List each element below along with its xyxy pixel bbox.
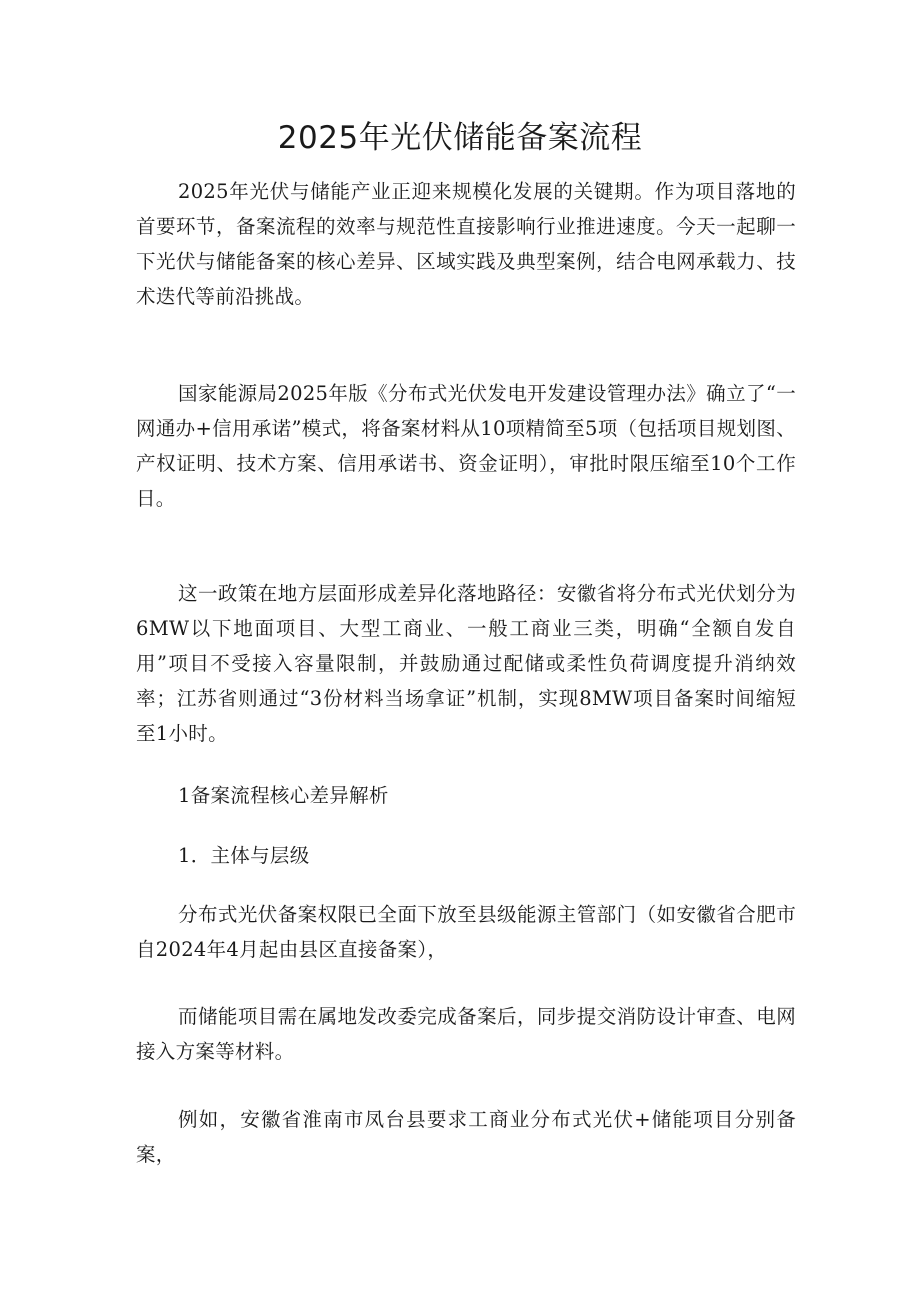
paragraph-authority: 分布式光伏备案权限已全面下放至县级能源主管部门（如安徽省合肥市自2024年4月起由县区直接备案）， [136,903,796,961]
paragraph-policy: 国家能源局2025年版《分布式光伏发电开发建设管理办法》确立了“一网通办+信用承诺”模式，将备案材料从10项精简至5项（包括项目规划图、产权证明、技术方案、信用承诺书、资金证明），审批时限压缩至10个工作日。 [136,382,796,510]
subsection-heading: 1．主体与层级 [178,844,310,867]
section-heading: 1备案流程核心差异解析 [178,784,389,807]
paragraph-example: 例如，安徽省淮南市凤台县要求工商业分布式光伏+储能项目分别备案， [136,1108,796,1166]
paragraph-intro: 2025年光伏与储能产业正迎来规模化发展的关键期。作为项目落地的首要环节，备案流程的效率与规范性直接影响行业推进速度。今天一起聊一下光伏与储能备案的核心差异、区域实践及典型案例，结合电网承载力、技术迭代等前沿挑战。 [136,180,796,308]
paragraph-storage: 而储能项目需在属地发改委完成备案后，同步提交消防设计审查、电网接入方案等材料。 [136,1005,796,1063]
document-title: 2025年光伏储能备案流程 [277,120,643,156]
paragraph-regional: 这一政策在地方层面形成差异化落地路径：安徽省将分布式光伏划分为6MW以下地面项目、大型工商业、一般工商业三类，明确“全额自发自用”项目不受接入容量限制，并鼓励通过配储或柔性负荷调度提升消纳效率；江苏省则通过“3份材料当场拿证”机制，实现8MW项目备案时间缩短至1小时。 [136,582,796,745]
